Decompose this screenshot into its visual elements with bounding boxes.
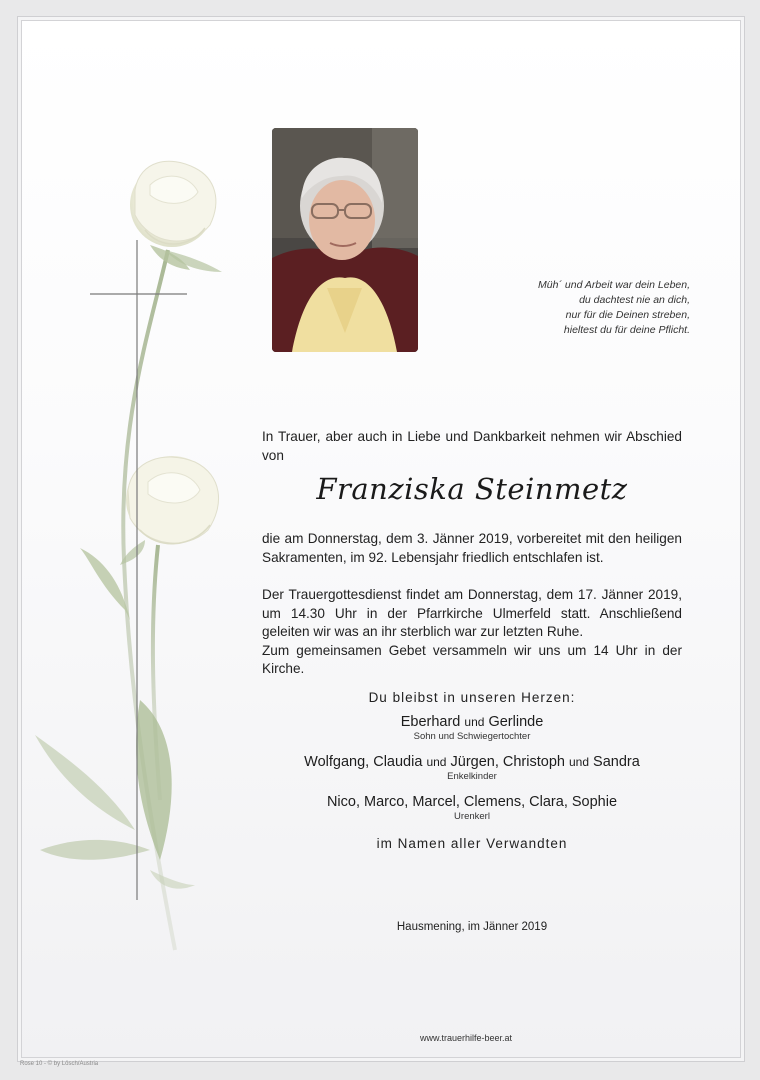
poem	[470, 278, 690, 338]
mourner-name: Gerlinde	[488, 714, 544, 730]
place-date: Hausmening, im Jänner 2019	[396, 921, 548, 933]
mourner-name: Nico, Marco, Marcel, Clemens, Clara, Sophie	[326, 794, 618, 810]
mourner-relation: Urenkerl	[454, 811, 490, 822]
relatives-line: im Namen aller Verwandten	[376, 836, 568, 851]
poem-line: du dachtest nie an dich,	[579, 294, 690, 306]
mourner-relation: Sohn und Schwiegertochter	[413, 731, 531, 742]
deceased-name: Franziska Steinmetz	[316, 472, 628, 506]
intro-text: In Trauer, aber auch in Liebe und Dankbarkeit nehmen wir Abschied von	[262, 429, 682, 463]
mourner-name: Jürgen, Christoph	[450, 754, 565, 770]
mourner-name: Eberhard	[400, 714, 461, 730]
connector: und	[426, 755, 447, 769]
mourner-names	[262, 794, 682, 810]
hearts-heading: Du bleibst in unseren Herzen:	[368, 690, 576, 705]
mourner-name: Sandra	[593, 754, 640, 770]
poem-line: nur für die Deinen streben,	[565, 309, 690, 321]
footer-code: Rose 10 - © by Lösch/Austria	[20, 1061, 99, 1067]
service-text: Der Trauergottesdienst findet am Donnerstag, dem 17. Jänner 2019, um 14.30 Uhr in der Pfarrkirche Ulmerfeld statt. Anschließend geleiten wir was an ihr sterblich war zur letzten Ruhe.	[262, 587, 682, 639]
mourner-group	[262, 714, 682, 742]
poem-line: Müh´ und Arbeit war dein Leben,	[538, 279, 690, 291]
website-link[interactable]: www.trauerhilfe-beer.at	[420, 1033, 513, 1043]
poem-line: hieltest du für deine Pflicht.	[563, 324, 690, 336]
connector: und	[464, 715, 485, 729]
service-info	[262, 586, 682, 679]
mourner-names	[262, 714, 682, 730]
death-text: die am Donnerstag, dem 3. Jänner 2019, vorbereitet mit den heiligen Sakramenten, im 92. Lebensjahr friedlich entschlafen ist.	[262, 531, 682, 565]
portrait-photo	[272, 128, 418, 352]
mourner-name: Wolfgang, Claudia	[304, 754, 423, 770]
connector: und	[568, 755, 590, 769]
prayer-text: Zum gemeinsamen Gebet versammeln wir uns um 14 Uhr in der Kirche.	[262, 642, 682, 676]
mourner-group	[262, 794, 682, 822]
mourner-relation: Enkelkinder	[447, 771, 497, 782]
mourner-group	[262, 754, 682, 782]
mourner-names	[262, 754, 682, 770]
